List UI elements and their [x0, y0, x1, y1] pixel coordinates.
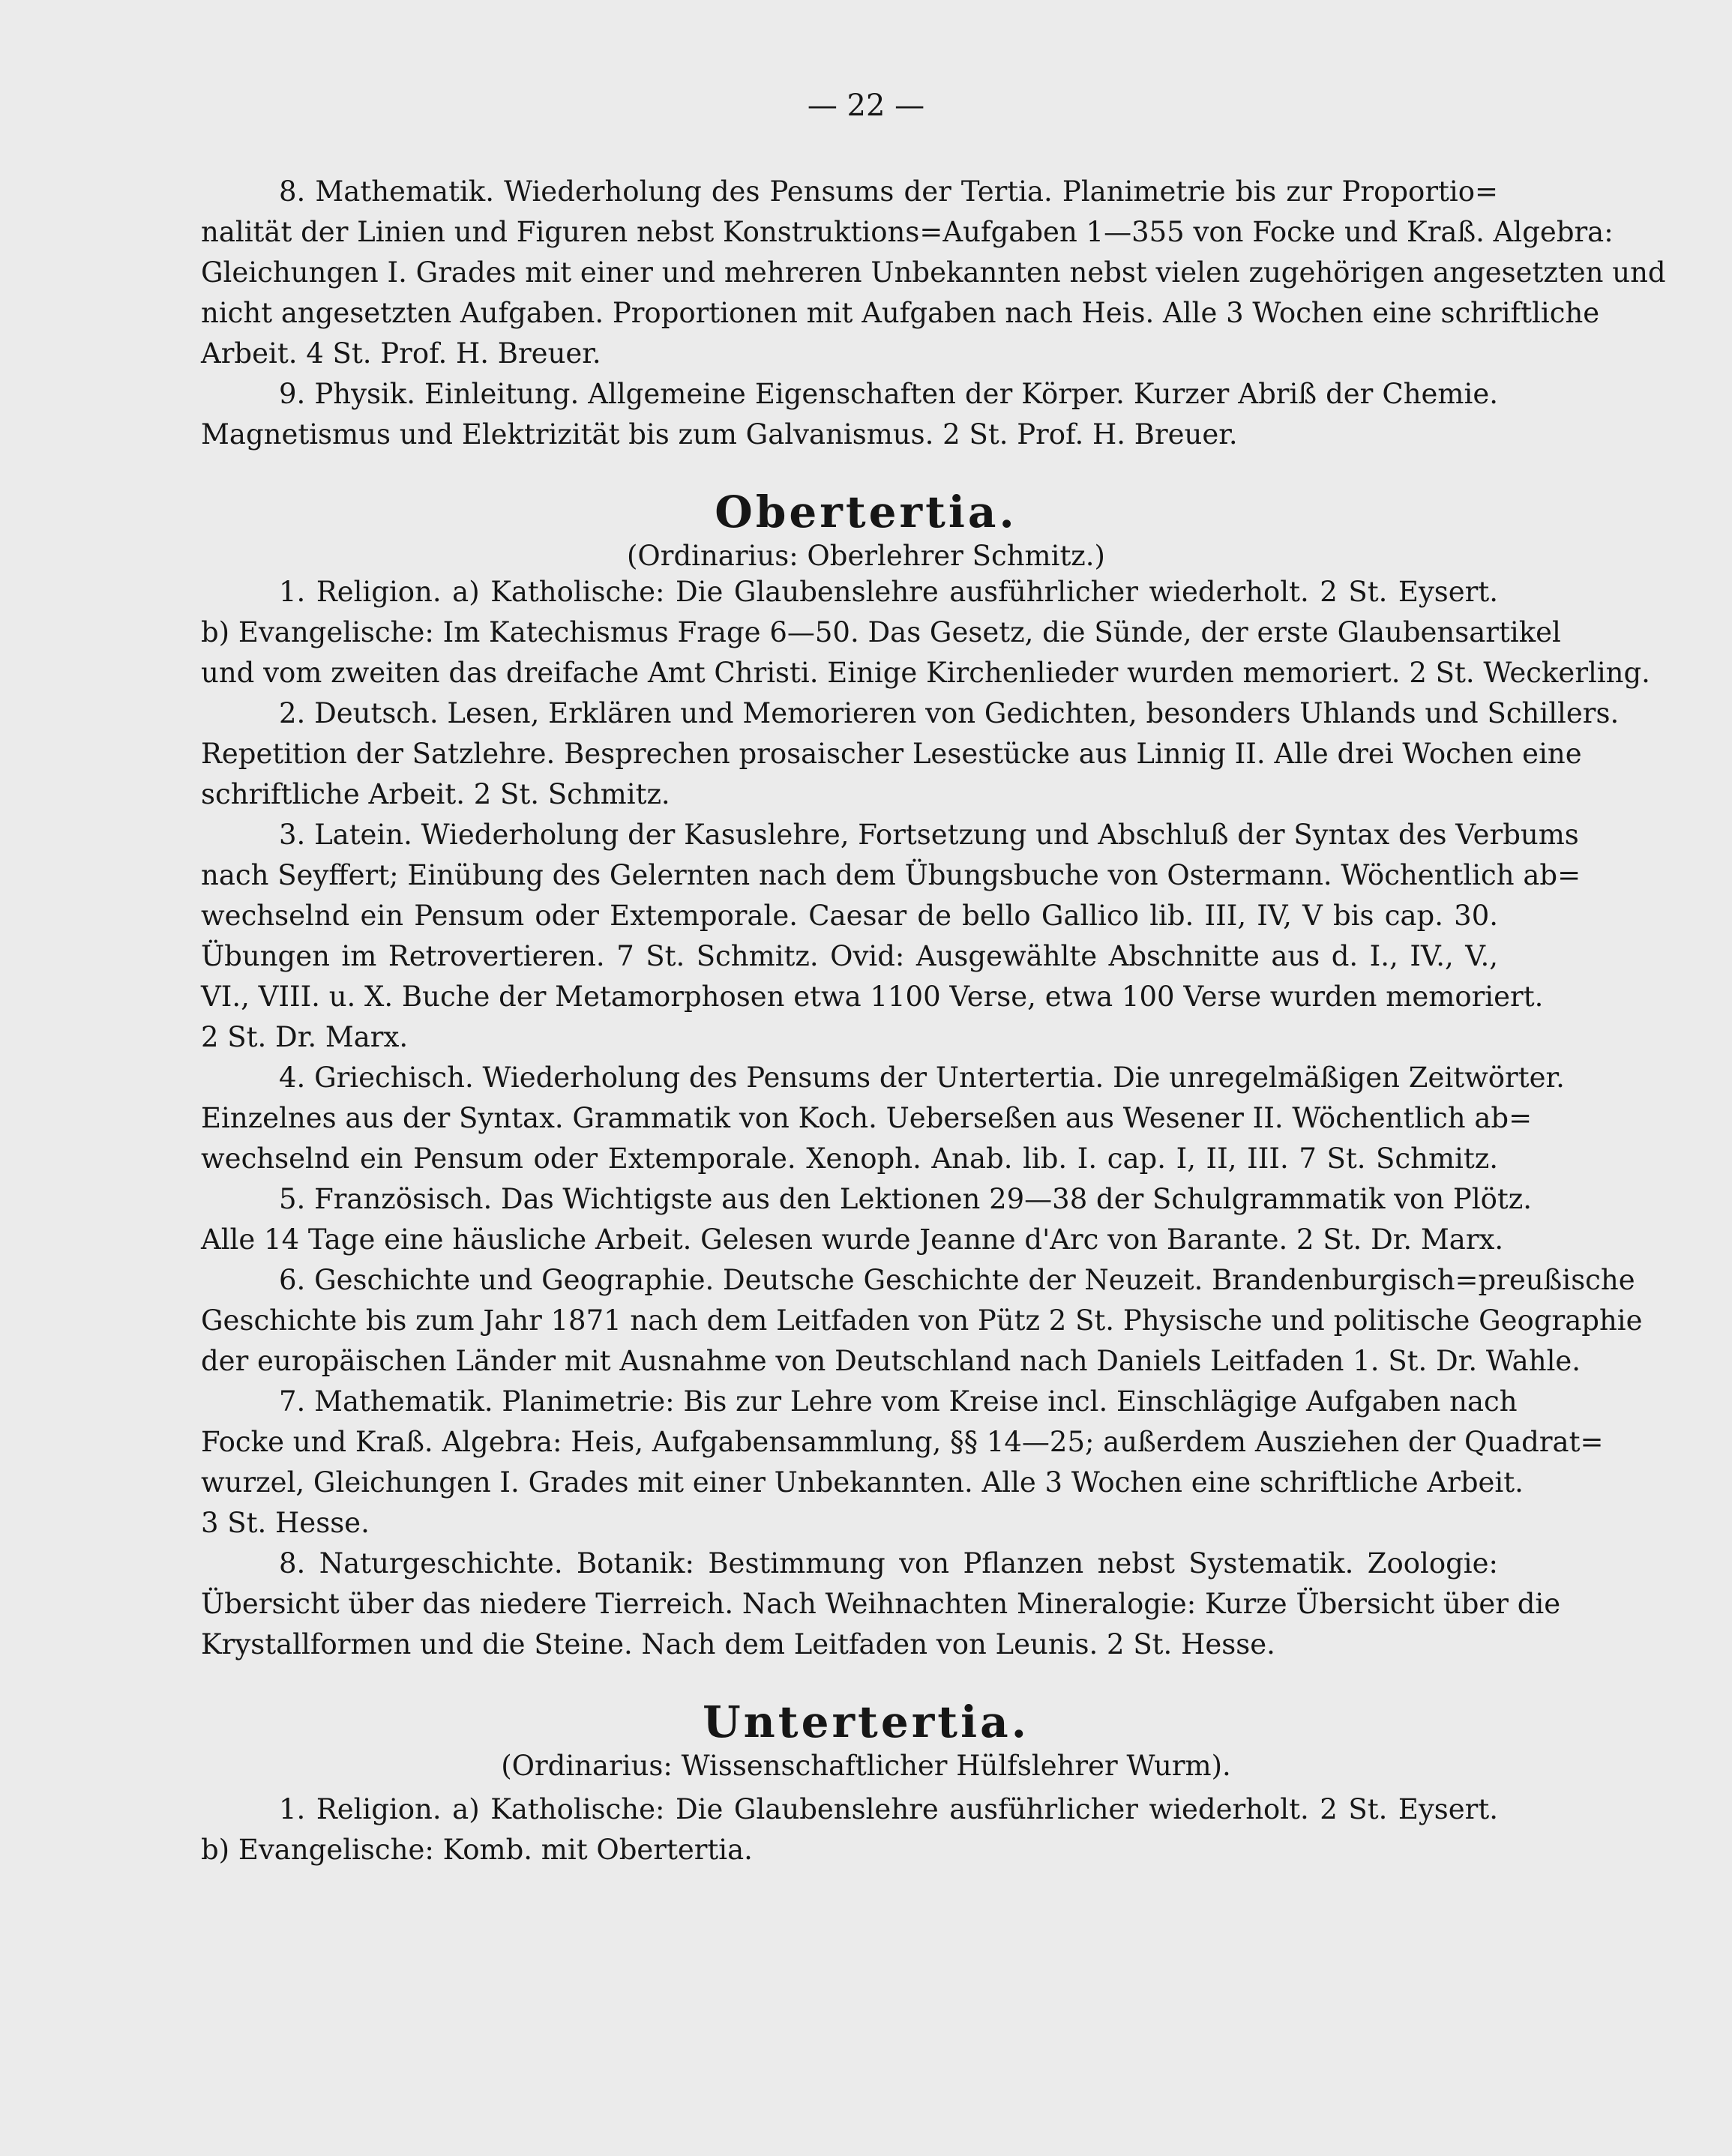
text-line: schriftliche Arbeit. 2 St. Schmitz. — [201, 778, 670, 810]
ordinarius-line: (Ordinarius: Wissenschaftlicher Hülfslehrer Wurm). — [501, 1750, 1231, 1782]
section-heading-obertertia: Obertertia. — [715, 487, 1017, 538]
text-line: wurzel, Gleichungen I. Grades mit einer Unbekannten. Alle 3 Wochen eine schriftliche Arbeit. — [201, 1466, 1524, 1499]
text-line: 3. Latein. Wiederholung der Kasuslehre, Fortsetzung und Abschluß der Syntax des Verbums — [279, 819, 1579, 851]
text-line: und vom zweiten das dreifache Amt Christi. Einige Kirchenlieder wurden memoriert. 2 St. Weckerling. — [201, 657, 1650, 689]
text-line: VI., VIII. u. X. Buche der Metamorphosen etwa 1100 Verse, etwa 100 Verse wurden memoriert. — [201, 981, 1544, 1013]
text-line: nalität der Linien und Figuren nebst Konstruktions=Aufgaben 1—355 von Focke und Kraß. Algebra: — [201, 216, 1614, 248]
page-number: — 22 — — [807, 88, 925, 123]
text-line: Krystallformen und die Steine. Nach dem Leitfaden von Leunis. 2 St. Hesse. — [201, 1628, 1275, 1660]
text-line: 4. Griechisch. Wiederholung des Pensums der Untertertia. Die unregelmäßigen Zeitwörter. — [279, 1062, 1565, 1094]
text-line: b) Evangelische: Komb. mit Obertertia. — [201, 1834, 753, 1866]
text-line: 1. Religion. a) Katholische: Die Glaubenslehre ausführlicher wiederholt. 2 St. Eysert. — [279, 576, 1498, 608]
text-line: Übersicht über das niedere Tierreich. Nach Weihnachten Mineralogie: Kurze Übersicht über die — [201, 1588, 1561, 1620]
text-line: 2 St. Dr. Marx. — [201, 1021, 409, 1053]
text-line: nach Seyffert; Einübung des Gelernten nach dem Übungsbuche von Ostermann. Wöchentlich ab= — [201, 859, 1581, 891]
text-line: Repetition der Satzlehre. Besprechen prosaischer Lesestücke aus Linnig II. Alle drei Wochen eine — [201, 738, 1582, 770]
text-line: 5. Französisch. Das Wichtigste aus den Lektionen 29—38 der Schulgrammatik von Plötz. — [279, 1183, 1533, 1215]
text-line: 3 St. Hesse. — [201, 1507, 370, 1539]
text-line: 7. Mathematik. Planimetrie: Bis zur Lehre vom Kreise incl. Einschlägige Aufgaben nach — [279, 1385, 1518, 1418]
text-line: Einzelnes aus der Syntax. Grammatik von Koch. Ueberseßen aus Wesener II. Wöchentlich ab= — [201, 1102, 1533, 1134]
text-line: 8. Mathematik. Wiederholung des Pensums der Tertia. Planimetrie bis zur Proportio= — [279, 175, 1498, 208]
text-line: 2. Deutsch. Lesen, Erklären und Memorieren von Gedichten, besonders Uhlands und Schillers. — [279, 697, 1620, 729]
text-line: Gleichungen I. Grades mit einer und mehreren Unbekannten nebst vielen zugehörigen angesetzten und — [201, 256, 1666, 289]
text-line: 1. Religion. a) Katholische: Die Glaubenslehre ausführlicher wiederholt. 2 St. Eysert. — [279, 1793, 1498, 1825]
text-line: der europäischen Länder mit Ausnahme von Deutschland nach Daniels Leitfaden 1. St. Dr. Wahle. — [201, 1345, 1581, 1377]
text-line: 8. Naturgeschichte. Botanik: Bestimmung von Pflanzen nebst Systematik. Zoologie: — [279, 1547, 1498, 1580]
text-line: Focke und Kraß. Algebra: Heis, Aufgabensammlung, §§ 14—25; außerdem Ausziehen der Quadrat= — [201, 1426, 1604, 1458]
text-line: nicht angesetzten Aufgaben. Proportionen mit Aufgaben nach Heis. Alle 3 Wochen eine schriftliche — [201, 297, 1600, 329]
ordinarius-line: (Ordinarius: Oberlehrer Schmitz.) — [627, 540, 1105, 572]
text-line: Magnetismus und Elektrizität bis zum Galvanismus. 2 St. Prof. H. Breuer. — [201, 418, 1238, 451]
text-line: 9. Physik. Einleitung. Allgemeine Eigenschaften der Körper. Kurzer Abriß der Chemie. — [279, 378, 1498, 410]
section-heading-untertertia: Untertertia. — [703, 1696, 1029, 1747]
text-line: wechselnd ein Pensum oder Extemporale. Xenoph. Anab. lib. I. cap. I, II, III. 7 St. Schmitz. — [201, 1142, 1498, 1175]
text-line: wechselnd ein Pensum oder Extemporale. Caesar de bello Gallico lib. III, IV, V bis cap. 30. — [201, 900, 1498, 932]
text-line: Geschichte bis zum Jahr 1871 nach dem Leitfaden von Pütz 2 St. Physische und politische Geographie — [201, 1304, 1643, 1337]
text-line: Übungen im Retrovertieren. 7 St. Schmitz. Ovid: Ausgewählte Abschnitte aus d. I., IV., V., — [201, 940, 1498, 972]
text-line: Arbeit. 4 St. Prof. H. Breuer. — [201, 337, 601, 370]
text-line: 6. Geschichte und Geographie. Deutsche Geschichte der Neuzeit. Brandenburgisch=preußische — [279, 1264, 1635, 1296]
text-line: b) Evangelische: Im Katechismus Frage 6—50. Das Gesetz, die Sünde, der erste Glaubensartikel — [201, 616, 1561, 648]
text-line: Alle 14 Tage eine häusliche Arbeit. Gelesen wurde Jeanne d'Arc von Barante. 2 St. Dr. Marx. — [201, 1223, 1504, 1256]
